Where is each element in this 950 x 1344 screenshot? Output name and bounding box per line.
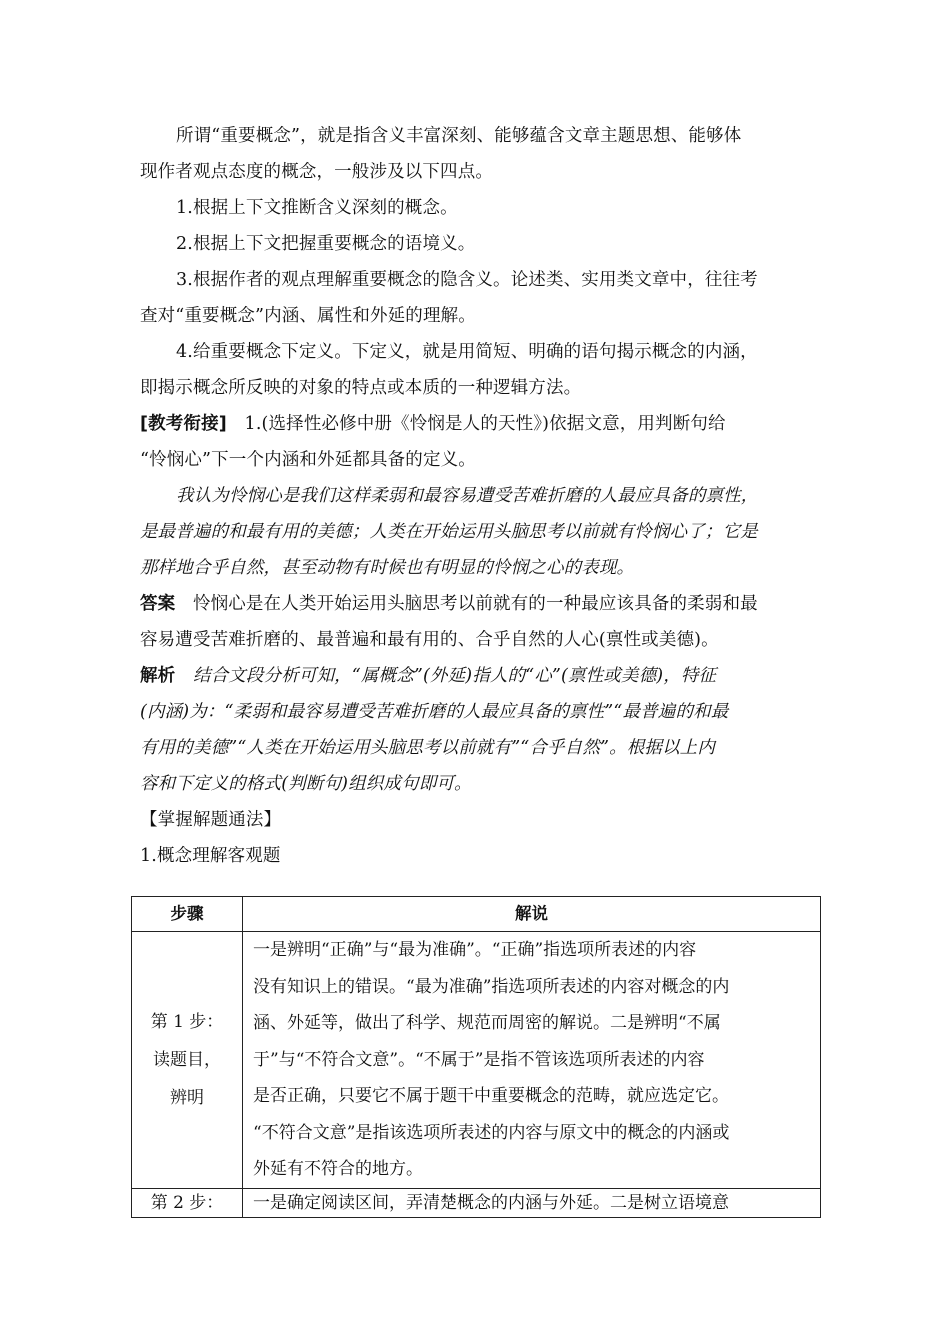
document-body bbox=[140, 118, 820, 874]
list-item: 3.根据作者的观点理解重要概念的隐含义。论述类、实用类文章中，往往考 bbox=[176, 270, 758, 290]
passage-line: 是最普遍的和最有用的美德；人类在开始运用头脑思考以前就有怜悯心了；它是 bbox=[140, 522, 758, 542]
list-item: 1.根据上下文推断含义深刻的概念。 bbox=[176, 198, 458, 218]
paragraph-line: 查对“重要概念”内涵、属性和外延的理解。 bbox=[140, 306, 476, 326]
list-item: 2.根据上下文把握重要概念的语境义。 bbox=[176, 234, 476, 254]
answer: 答案 怜悯心是在人类开始运用头脑思考以前就有的一种最应该具备的柔弱和最 bbox=[140, 594, 758, 614]
paragraph-line: 有用的美德”“人类在开始运用头脑思考以前就有”“合乎自然”。根据以上内 bbox=[140, 738, 715, 758]
description-cell: 一是确定阅读区间，弄清楚概念的内涵与外延。二是树立语境意 bbox=[243, 1188, 821, 1217]
description-cell: 一是辨明“正确”与“最为准确”。“正确”指选项所表述的内容 没有知识上的错误。“最为准确”指选项所表述的内容对概念的内 涵、外延等，做出了科学、规范而周密的解说。二是辨明“不属 于”与“不符合文意”。“不属于”是指不管该选项所表述的内容 是否正确，只要它不属于题干中重要概念的范畴，就应选定它。 “不符合文意”是指该选项所表述的内容与原文中的概念的内涵或 外延有不符合的地方。 bbox=[243, 932, 821, 1189]
analysis: 解析 结合文段分析可知，“属概念”(外延)指人的“心”(禀性或美德)，特征 bbox=[140, 666, 717, 686]
paragraph-line: 容和下定义的格式(判断句)组织成句即可。 bbox=[140, 774, 472, 794]
exercise-tag: [教考衔接] bbox=[140, 414, 227, 434]
paragraph-line: “怜悯心”下一个内涵和外延都具备的定义。 bbox=[140, 450, 476, 470]
method-table bbox=[131, 896, 821, 1218]
column-header: 解说 bbox=[243, 897, 821, 932]
paragraph-line: 容易遭受苦难折磨的、最普遍和最有用的、合乎自然的人心(禀性或美德)。 bbox=[140, 630, 719, 650]
table-row bbox=[132, 932, 821, 1189]
paragraph-line: (内涵)为：“柔弱和最容易遭受苦难折磨的人最应具备的禀性”“最普遍的和最 bbox=[140, 702, 729, 722]
paragraph-line: 所谓“重要概念”，就是指含义丰富深刻、能够蕴含文章主题思想、能够体 bbox=[176, 126, 742, 146]
list-item: 4.给重要概念下定义。下定义，就是用简短、明确的语句揭示概念的内涵， bbox=[176, 342, 758, 362]
paragraph-line: 即揭示概念所反映的对象的特点或本质的一种逻辑方法。 bbox=[140, 378, 582, 398]
paragraph-line: 现作者观点态度的概念，一般涉及以下四点。 bbox=[140, 162, 493, 182]
passage-line: 我认为怜悯心是我们这样柔弱和最容易遭受苦难折磨的人最应具备的禀性， bbox=[176, 486, 759, 506]
answer-label: 答案 bbox=[140, 594, 176, 614]
passage-line: 那样地合乎自然，甚至动物有时候也有明显的怜悯之心的表现。 bbox=[140, 558, 635, 578]
step-cell: 第 1 步： 读题目， 辨明 bbox=[132, 932, 243, 1189]
exercise-question: [教考衔接] 1.(选择性必修中册《怜悯是人的天性》)依据文意，用判断句给 bbox=[140, 414, 726, 434]
column-header: 步骤 bbox=[132, 897, 243, 932]
table-header-row bbox=[132, 897, 821, 932]
subsection-title: 1.概念理解客观题 bbox=[140, 846, 281, 866]
step-cell: 第 2 步： bbox=[132, 1188, 243, 1217]
table-row bbox=[132, 1188, 821, 1217]
analysis-label: 解析 bbox=[140, 666, 176, 686]
section-title: 【掌握解题通法】 bbox=[140, 810, 282, 830]
